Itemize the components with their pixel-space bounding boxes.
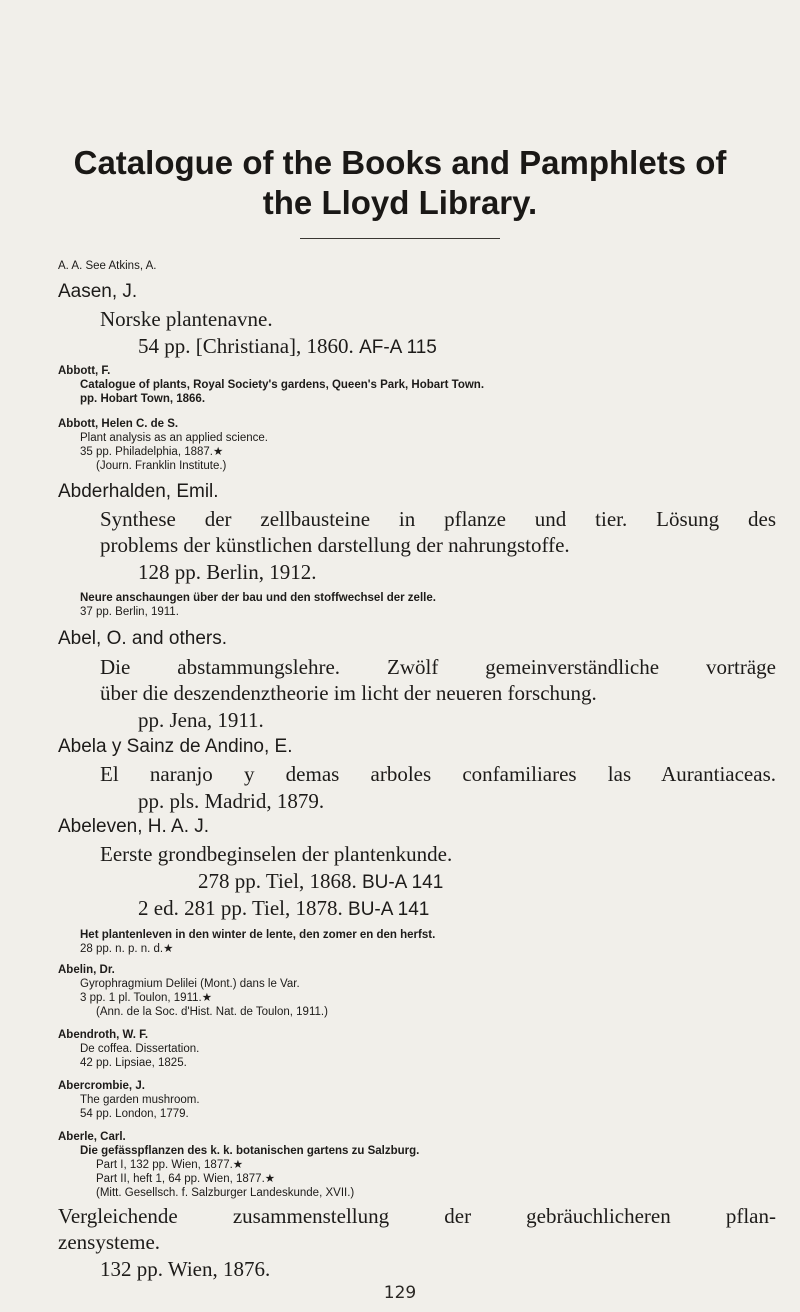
entry-title-continued: problems der künstlichen darstellung der nahrungstoffe.	[100, 533, 570, 557]
entry-imprint: pp. pls. Madrid, 1879.	[138, 789, 325, 813]
entry-imprint: 54 pp. London, 1779.	[80, 1108, 189, 1120]
author-heading: Abercrombie, J.	[58, 1080, 145, 1092]
entry-imprint: 2 ed. 281 pp. Tiel, 1878. BU-A 141	[138, 896, 430, 920]
page-title-line-2: the Lloyd Library.	[262, 184, 538, 221]
page-title-line-1: Catalogue of the Books and Pamphlets of	[73, 144, 727, 181]
entry-title: El naranjo y demas arboles confamiliares las Aurantiaceas.	[100, 762, 776, 786]
shelf-code: BU-A 141	[348, 899, 430, 920]
author-heading: Abbott, Helen C. de S.	[58, 418, 179, 430]
entry-imprint: 128 pp. Berlin, 1912.	[138, 560, 317, 584]
entry-imprint: pp. Hobart Town, 1866.	[80, 393, 206, 405]
entry-imprint: pp. Jena, 1911.	[138, 708, 264, 732]
entry-title: Vergleichende zusammenstellung der gebräuchlicheren pflan-	[58, 1204, 776, 1228]
entry-title: Norske plantenavne.	[100, 307, 273, 331]
entry-title: Neure anschaungen über der bau und den stoffwechsel der zelle.	[80, 592, 436, 604]
entry-title: Catalogue of plants, Royal Society's gardens, Queen's Park, Hobart Town.	[80, 379, 485, 391]
author-heading: Abderhalden, Emil.	[58, 481, 219, 502]
author-heading: Abelin, Dr.	[58, 964, 115, 976]
entry-imprint: 35 pp. Philadelphia, 1887.★	[80, 446, 224, 458]
title-divider	[300, 238, 500, 239]
entry-imprint: 42 pp. Lipsiae, 1825.	[80, 1057, 187, 1069]
entry-series-note: (Journ. Franklin Institute.)	[96, 460, 227, 472]
entry-title: Eerste grondbeginselen der plantenkunde.	[100, 842, 453, 866]
entry-imprint: 28 pp. n. p. n. d.★	[80, 943, 174, 955]
author-heading: Abendroth, W. F.	[58, 1029, 149, 1041]
entry-imprint: 37 pp. Berlin, 1911.	[80, 606, 179, 618]
entry-title: Gyrophragmium Delilei (Mont.) dans le Var.	[80, 978, 300, 990]
shelf-code: BU-A 141	[361, 872, 444, 893]
entry-title: The garden mushroom.	[80, 1094, 200, 1106]
author-heading: Aberle, Carl.	[58, 1131, 126, 1143]
entry-part: Part II, heft 1, 64 pp. Wien, 1877.★	[96, 1173, 276, 1185]
entry-imprint: 278 pp. Tiel, 1868. BU-A 141	[198, 869, 444, 893]
shelf-code: AF-A 115	[359, 337, 437, 358]
cross-reference: A. A. See Atkins, A.	[58, 260, 157, 272]
entry-imprint: 132 pp. Wien, 1876.	[100, 1257, 271, 1281]
entry-title: Synthese der zellbausteine in pflanze und tier. Lösung des	[100, 507, 776, 531]
entry-title: Het plantenleven in den winter de lente, den zomer en den herfst.	[80, 929, 436, 941]
entry-title: Plant analysis as an applied science.	[80, 432, 268, 444]
entry-series-note: (Mitt. Gesellsch. f. Salzburger Landeskunde, XVII.)	[96, 1187, 355, 1199]
author-heading: Abbott, F.	[58, 365, 111, 377]
entry-title-continued: zensysteme.	[58, 1230, 161, 1254]
entry-title: Die abstammungslehre. Zwölf gemeinverständliche vorträge	[100, 655, 776, 679]
entry-part: Part I, 132 pp. Wien, 1877.★	[96, 1159, 244, 1171]
author-heading: Aasen, J.	[58, 281, 138, 302]
author-heading: Abel, O. and others.	[58, 628, 227, 649]
entry-imprint: 3 pp. 1 pl. Toulon, 1911.★	[80, 992, 213, 1004]
page-number: 129	[383, 1283, 417, 1303]
entry-imprint: 54 pp. [Christiana], 1860. AF-A 115	[138, 334, 437, 358]
entry-title-continued: über die deszendenztheorie im licht der neueren forschung.	[100, 681, 597, 705]
author-heading: Abela y Sainz de Andino, E.	[58, 736, 293, 757]
entry-series-note: (Ann. de la Soc. d'Hist. Nat. de Toulon, 1911.)	[96, 1006, 328, 1018]
entry-title: De coffea. Dissertation.	[80, 1043, 200, 1055]
author-heading: Abeleven, H. A. J.	[58, 816, 210, 837]
entry-title: Die gefässpflanzen des k. k. botanischen gartens zu Salzburg.	[80, 1145, 420, 1157]
